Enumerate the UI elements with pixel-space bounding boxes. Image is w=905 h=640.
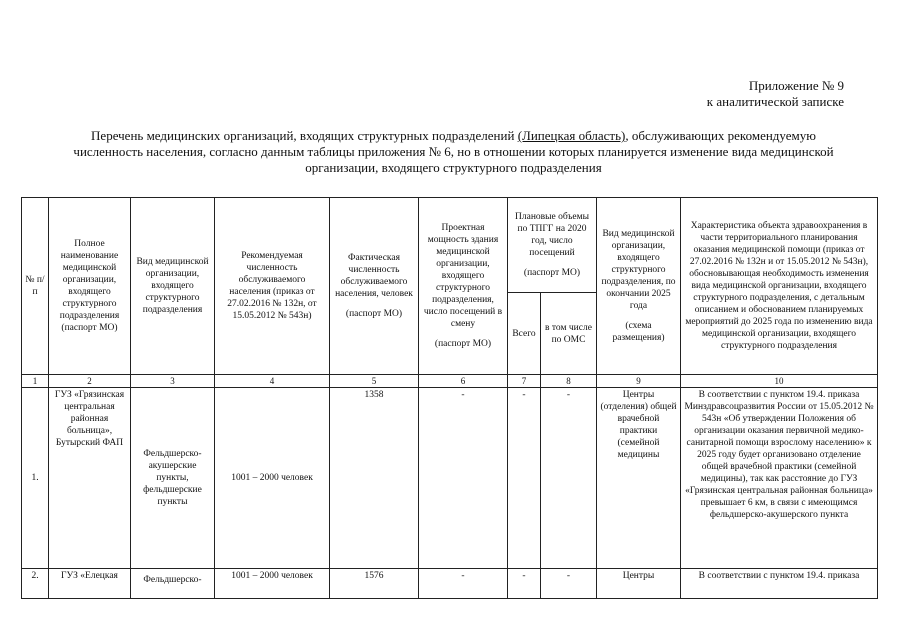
document-title xyxy=(70,128,837,176)
row-org-name: ГУЗ «Грязинская центральная районная больница», Бутырский ФАП xyxy=(49,388,131,569)
header-total: Всего xyxy=(508,293,541,375)
row-number: 1. xyxy=(22,388,49,569)
column-number: 7 xyxy=(508,375,541,388)
row-oms: - xyxy=(541,569,597,599)
header-planned-volumes-note: (паспорт МО) xyxy=(523,268,581,278)
row-type-2025: Центры xyxy=(597,569,681,599)
column-number: 8 xyxy=(541,375,597,388)
header-number: № п/п xyxy=(22,198,49,375)
appendix-header xyxy=(707,78,844,110)
column-number: 9 xyxy=(597,375,681,388)
title-part-1: Перечень медицинских организаций, входящих структурных подразделений xyxy=(91,128,518,143)
column-number: 10 xyxy=(681,375,878,388)
row-capacity: - xyxy=(419,388,508,569)
header-oms: в том числе по ОМС xyxy=(541,293,597,375)
row-justification: В соответствии с пунктом 19.4. приказа Минздравсоцразвития России от 15.05.2012 № 543н «Об утверждении Положения об организации оказания первичной медико-санитарной помощи взрослому населению» к 2025 году будет организовано отделение общей врачебной практики (семейной медицины), так как расстояние до ГУЗ «Грязинская центральная районная больница» превышает 6 км, в связи с имеющимся фельдшерско-акушерского пункта xyxy=(681,388,878,569)
row-recommended: 1001 – 2000 человек xyxy=(215,388,330,569)
row-org-type: Фельдшерско-акушерские пункты, фельдшерские пункты xyxy=(131,388,215,569)
header-planned-volumes xyxy=(508,198,597,293)
header-org-name xyxy=(49,198,131,375)
header-planned-volumes-text: Плановые объемы по ТПГГ на 2020 год, число посещений xyxy=(515,212,589,258)
row-total: - xyxy=(508,569,541,599)
appendix-subtitle: к аналитической записке xyxy=(706,94,844,109)
column-number: 1 xyxy=(22,375,49,388)
header-org-type: Вид медицинской организации, входящего структурного подразделения xyxy=(131,198,215,375)
row-justification: В соответствии с пунктом 19.4. приказа xyxy=(681,569,878,599)
row-actual: 1576 xyxy=(330,569,419,599)
column-number-row xyxy=(22,375,878,388)
column-number: 2 xyxy=(49,375,131,388)
row-type-2025: Центры (отделения) общей врачебной практики (семейной медицины xyxy=(597,388,681,569)
row-actual: 1358 xyxy=(330,388,419,569)
header-actual-population-note: (паспорт МО) xyxy=(345,309,403,319)
table-row xyxy=(22,388,878,569)
header-type-2025-text: Вид медицинской организации, входящего структурного подразделения, по окончании 2025 года xyxy=(601,229,676,311)
organizations-table xyxy=(21,197,878,599)
column-number: 3 xyxy=(131,375,215,388)
row-capacity: - xyxy=(419,569,508,599)
row-number: 2. xyxy=(22,569,49,599)
column-number: 5 xyxy=(330,375,419,388)
header-org-name-text: Полное наименование медицинской организации, входящего структурного подразделения xyxy=(59,239,120,321)
header-recommended-population: Рекомендуемая численность обслуживаемого населения (приказ от 27.02.2016 № 132н, от 15.05.2012 № 543н) xyxy=(215,198,330,375)
row-oms: - xyxy=(541,388,597,569)
column-number: 4 xyxy=(215,375,330,388)
header-org-name-note: (паспорт МО) xyxy=(61,323,118,333)
title-region: (Липецкая область) xyxy=(517,128,626,143)
header-actual-population-text: Фактическая численность обслуживаемого населения, человек xyxy=(335,253,413,299)
appendix-number: Приложение № 9 xyxy=(748,78,844,93)
title-part-2: , обслуживающих рекомендуемую численность населения, согласно данным таблицы приложения № 6, но в отношении которых планируется изменение вида медицинской организации, входящего структурного подразделения xyxy=(73,128,834,175)
row-recommended: 1001 – 2000 человек xyxy=(215,569,330,599)
header-justification: Характеристика объекта здравоохранения в части территориального планирования оказания медицинской помощи (приказ от 27.02.2016 № 132н и от 15.05.2012 № 543н), обосновывающая необходимость изменения вида медицинской организации, входящего структурного подразделения, с детальным описанием и обоснованием планируемых мероприятий до 2025 года по изменению вида медицинской организации, входящего структурного подразделения xyxy=(681,198,878,375)
header-actual-population xyxy=(330,198,419,375)
header-type-2025-note: (схема размещения) xyxy=(612,321,665,343)
header-type-2025 xyxy=(597,198,681,375)
table-row xyxy=(22,569,878,599)
column-number: 6 xyxy=(419,375,508,388)
header-design-capacity-note: (паспорт МО) xyxy=(434,339,492,349)
row-total: - xyxy=(508,388,541,569)
header-design-capacity xyxy=(419,198,508,375)
header-design-capacity-text: Проектная мощность здания медицинской организации, входящего структурного подразделения, число посещений в смену xyxy=(423,223,503,329)
row-org-name: ГУЗ «Елецкая xyxy=(49,569,131,599)
row-org-type: Фельдшерско- xyxy=(131,569,215,599)
